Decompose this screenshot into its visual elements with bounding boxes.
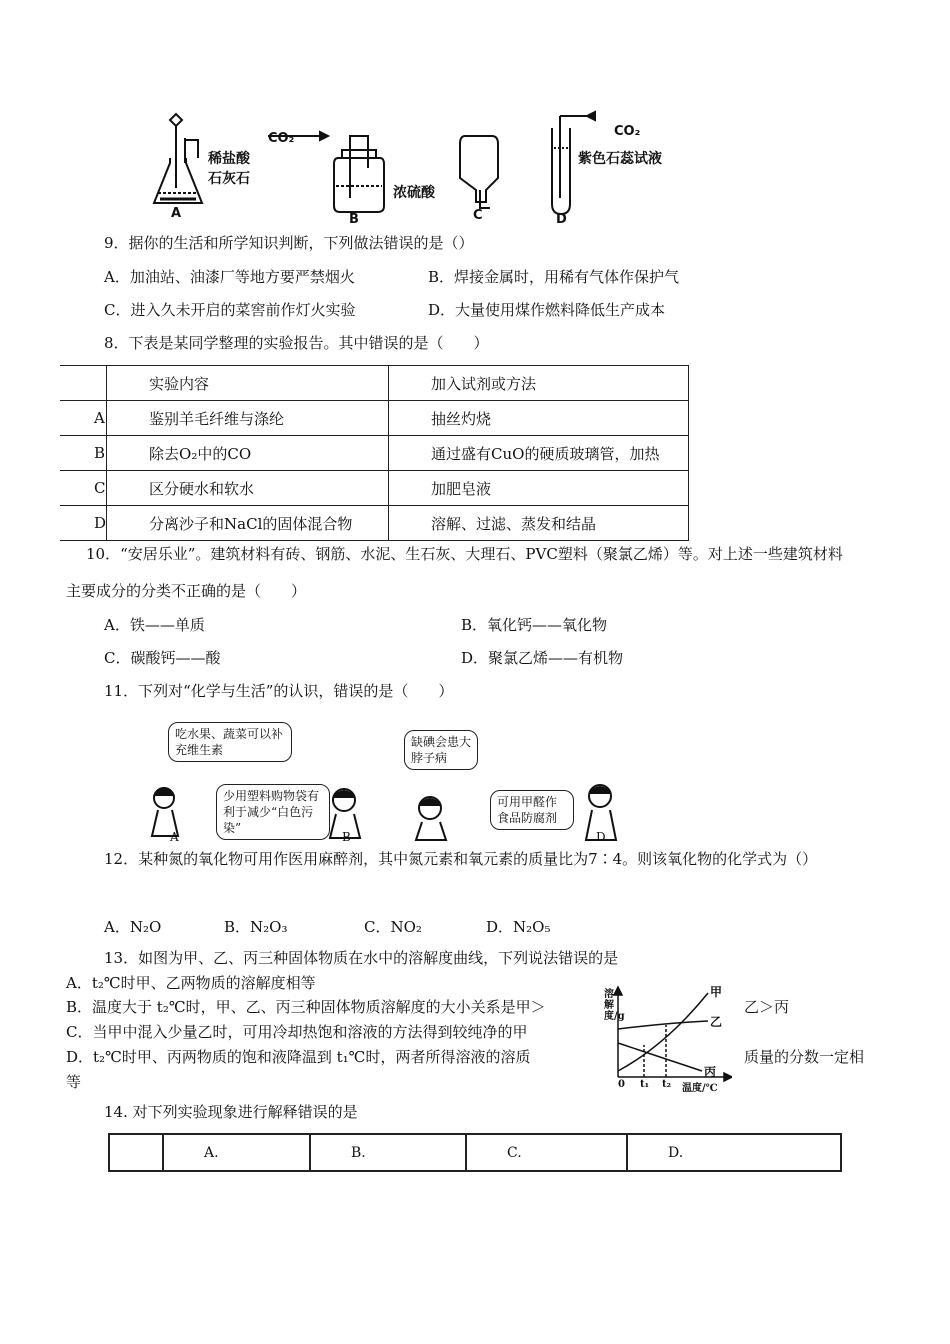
table-row	[60, 471, 689, 506]
q8-table	[60, 365, 689, 541]
apparatus-d-label: D	[556, 212, 567, 227]
q14-table	[108, 1133, 842, 1172]
row-method: 加肥皂液	[389, 471, 689, 506]
header-content: 实验内容	[107, 366, 389, 401]
q11-label-b: B	[342, 830, 351, 844]
q13-option-d-part3: 等	[66, 1073, 82, 1091]
row-option: C	[60, 471, 107, 506]
row-content: 鉴别羊毛纤维与涤纶	[107, 401, 389, 436]
curve-yi	[618, 1021, 708, 1029]
row-option: A	[60, 401, 107, 436]
q9-option-c: C．进入久未开启的菜窖前作灯火实验	[104, 301, 356, 319]
speech-bubble-b: 少用塑料购物袋有利于减少“白色污染”	[216, 784, 330, 840]
q8-stem: 8．下表是某同学整理的实验报告。其中错误的是（ ）	[104, 334, 489, 352]
q9-stem: 9．据你的生活和所学知识判断，下列做法错误的是（）	[104, 234, 474, 252]
cartoon-figures	[150, 718, 620, 842]
q13-option-a: A．t₂℃时甲、乙两物质的溶解度相等	[66, 974, 316, 992]
q10-option-c: C．碳酸钙——酸	[104, 649, 221, 667]
table-row	[60, 366, 689, 401]
q10-option-b: B．氧化钙——氧化物	[461, 616, 608, 634]
table-row	[60, 436, 689, 471]
solubility-graph	[596, 985, 732, 1093]
table-row	[60, 506, 689, 541]
q14-stem: 14. 对下列实验现象进行解释错误的是	[104, 1103, 358, 1121]
graph-series-yi: 乙	[710, 1015, 723, 1029]
q13-option-b-part1: B．温度大于 t₂℃时，甲、乙、丙三种固体物质溶解度的大小关系是甲＞	[66, 998, 546, 1016]
graph-origin: 0	[618, 1079, 625, 1090]
q10-stem-line1: 10．“安居乐业”。建筑材料有砖、钢筋、水泥、生石灰、大理石、PVC塑料（聚氯乙烯）等。对上述一些建筑材料	[86, 545, 843, 563]
q11-cartoon	[150, 718, 620, 842]
q12-option-b: B．N₂O₃	[224, 918, 288, 936]
q10-stem-line2: 主要成分的分类不正确的是（ ）	[66, 582, 307, 600]
apparatus-b-label: B	[349, 212, 359, 227]
q12-option-d: D．N₂O₅	[486, 918, 551, 936]
q9-option-b: B．焊接金属时，用稀有气体作保护气	[428, 268, 680, 286]
q14-col-c: C.	[466, 1134, 627, 1171]
q13-option-d-part1: D．t₂℃时甲、丙两物质的饱和液降温到 t₁℃时，两者所得溶液的溶质	[66, 1048, 531, 1066]
speech-bubble-c: 缺碘会患大脖子病	[404, 730, 478, 770]
q14-col-d: D.	[627, 1134, 841, 1171]
apparatus-a-reagent1: 稀盐酸	[208, 151, 250, 167]
graph-t1: t₁	[640, 1079, 649, 1090]
apparatus-c	[460, 136, 498, 208]
graph-series-jia: 甲	[710, 985, 723, 999]
apparatus-a	[154, 114, 202, 203]
q11-stem: 11．下列对“化学与生活”的认识，错误的是（ ）	[104, 682, 454, 700]
q9-option-a: A．加油站、油漆厂等地方要严禁烟火	[104, 268, 355, 286]
apparatus-d-reagent: 紫色石蕊试液	[578, 151, 662, 167]
curve-jia	[618, 993, 708, 1071]
q12-option-c: C．NO₂	[364, 918, 422, 936]
row-content: 区分硬水和软水	[107, 471, 389, 506]
q13-option-b-part2: 乙＞丙	[744, 998, 790, 1016]
apparatus-d-gas: CO₂	[614, 124, 641, 139]
row-method: 通过盛有CuO的硬质玻璃管，加热	[389, 436, 689, 471]
q11-label-a: A	[170, 830, 179, 844]
apparatus-b-gas: CO₂	[268, 131, 295, 146]
q13-stem: 13．如图为甲、乙、丙三种固体物质在水中的溶解度曲线，下列说法错误的是	[104, 949, 619, 967]
graph-t2: t₂	[662, 1079, 671, 1090]
curve-bing	[618, 1043, 702, 1071]
q9-option-d: D．大量使用煤作燃料降低生产成本	[428, 301, 666, 319]
apparatus-b-reagent: 浓硫酸	[393, 185, 435, 201]
q10-option-a: A．铁——单质	[104, 616, 205, 634]
graph-ylabel: 溶解度/g	[604, 989, 625, 1022]
apparatus-a-reagent2: 石灰石	[208, 171, 250, 187]
row-method: 抽丝灼烧	[389, 401, 689, 436]
header-method: 加入试剂或方法	[389, 366, 689, 401]
q10-option-d: D．聚氯乙烯——有机物	[461, 649, 624, 667]
speech-bubble-a: 吃水果、蔬菜可以补充维生素	[168, 722, 292, 762]
apparatus-c-label: C	[473, 208, 483, 223]
row-content: 分离沙子和NaCl的固体混合物	[107, 506, 389, 541]
row-option: B	[60, 436, 107, 471]
q12-option-a: A．N₂O	[104, 918, 162, 936]
q13-option-d-part2: 质量的分数一定相	[744, 1048, 865, 1066]
q14-col-a: A.	[163, 1134, 310, 1171]
row-method: 溶解、过滤、蒸发和结晶	[389, 506, 689, 541]
graph-xlabel: 温度/℃	[682, 1083, 718, 1094]
graph-series-bing: 丙	[704, 1065, 717, 1079]
row-option: D	[60, 506, 107, 541]
q12-stem: 12．某种氮的氧化物可用作医用麻醉剂，其中氮元素和氧元素的质量比为7∶4。则该氧化物的化学式为（）	[104, 850, 818, 868]
q11-label-d: D	[596, 830, 606, 844]
row-content: 除去O₂中的CO	[107, 436, 389, 471]
table-row	[109, 1134, 841, 1171]
apparatus-a-label: A	[171, 206, 182, 221]
table-row	[60, 401, 689, 436]
speech-bubble-d: 可用甲醛作食品防腐剂	[490, 790, 574, 830]
q14-col-b: B.	[310, 1134, 466, 1171]
q13-option-c: C．当甲中混入少量乙时，可用冷却热饱和溶液的方法得到较纯净的甲	[66, 1023, 528, 1041]
